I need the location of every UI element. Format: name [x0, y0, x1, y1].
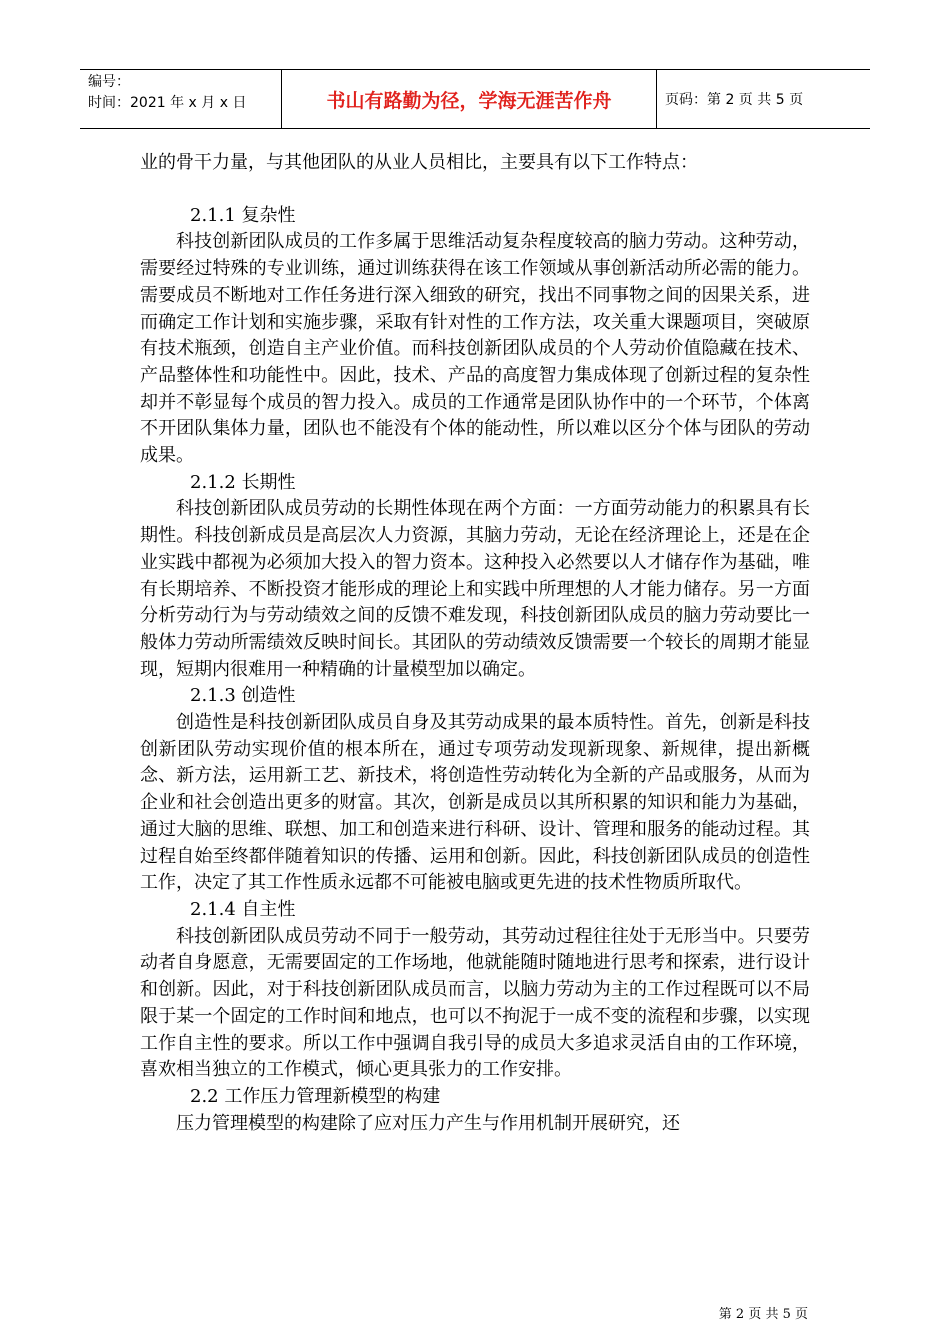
section-paragraph-2-2: 压力管理模型的构建除了应对压力产生与作用机制开展研究，还 — [176, 1112, 680, 1134]
section-paragraph-2-1-3: 创造性是科技创新团队成员自身及其劳动成果的最本质特性。首先，创新是科技创新团队劳动实现价值的根本所在，通过专项劳动发现新现象、新规律，提出新概念、新方法，运用新工艺、新技术，将创造性劳动转化为全新的产品或服务，从而为企业和社会创造出更多的财富。其次，创新是成员以其所积累的知识和能力为基础，通过大脑的思维、联想、加工和创造来进行科研、设计、管理和服务的能动过程。其过程自始至终都伴随着知识的传播、运用和创新。因此，科技创新团队成员的创造性工作，决定了其工作性质永远都不可能被电脑或更先进的技术性物质所取代。 — [140, 712, 810, 894]
header-meta — [80, 70, 282, 128]
section-heading-2-1-3: 2.1.3 创造性 — [190, 685, 296, 707]
document-body — [140, 150, 810, 1137]
section-paragraph-2-1-2: 科技创新团队成员劳动的长期性体现在两个方面：一方面劳动能力的积累具有长期性。科技创新成员是高层次人力资源，其脑力劳动，无论在经济理论上，还是在企业实践中都视为必须加大投入的智力资本。这种投入必然要以人才储存作为基础，唯有长期培养、不断投资才能形成的理论上和实践中所理想的人才能力储存。另一方面分析劳动行为与劳动绩效之间的反馈不难发现，科技创新团队成员的脑力劳动要比一般体力劳动所需绩效反映时间长。其团队的劳动绩效反馈需要一个较长的周期才能显现，短期内很难用一种精确的计量模型加以确定。 — [140, 498, 810, 680]
header-page-label: 页码：第 2 页 共 5 页 — [665, 92, 804, 108]
page-footer: 第 2 页 共 5 页 — [718, 1307, 808, 1322]
section-heading-2-1-1: 2.1.1 复杂性 — [190, 204, 296, 226]
intro-paragraph: 业的骨干力量，与其他团队的从业人员相比，主要具有以下工作特点： — [140, 152, 698, 173]
section-heading-2-1-4: 2.1.4 自主性 — [190, 898, 296, 920]
paragraph-gap — [140, 177, 810, 203]
section-heading-2-1-2: 2.1.2 长期性 — [190, 471, 296, 493]
section-heading-2-2: 2.2 工作压力管理新模型的构建 — [190, 1085, 441, 1107]
header-time-label: 时间：2021 年 x 月 x 日 — [88, 95, 247, 111]
section-paragraph-2-1-1: 科技创新团队成员的工作多属于思维活动复杂程度较高的脑力劳动。这种劳动，需要经过特殊的专业训练，通过训练获得在该工作领域从事创新活动所必需的能力。需要成员不断地对工作任务进行深入细致的研究，找出不同事物之间的因果关系，进而确定工作计划和实施步骤，采取有针对性的工作方法，攻关重大课题项目，突破原有技术瓶颈，创造自主产业价值。而科技创新团队成员的个人劳动价值隐藏在技术、产品整体性和功能性中。因此，技术、产品的高度智力集成体现了创新过程的复杂性却并不彰显每个成员的智力投入。成员的工作通常是团队协作中的一个环节，个体离不开团队集体力量，团队也不能没有个体的能动性，所以难以区分个体与团队的劳动成果。 — [140, 231, 810, 467]
section-paragraph-2-1-4: 科技创新团队成员劳动不同于一般劳动，其劳动过程往往处于无形当中。只要劳动者自身愿意，无需要固定的工作场地，他就能随时随地进行思考和探索，进行设计和创新。因此，对于科技创新团队成员而言，以脑力劳动为主的工作过程既可以不局限于某一个固定的工作时间和地点，也可以不拘泥于一成不变的流程和步骤，以实现工作自主性的要求。所以工作中强调自我引导的成员大多追求灵活自由的工作环境，喜欢相当独立的工作模式，倾心更具张力的工作安排。 — [140, 925, 810, 1081]
header-motto: 书山有路勤为径，学海无涯苦作舟 — [282, 70, 657, 128]
header-number-label: 编号： — [88, 74, 130, 90]
page-header — [80, 69, 870, 129]
